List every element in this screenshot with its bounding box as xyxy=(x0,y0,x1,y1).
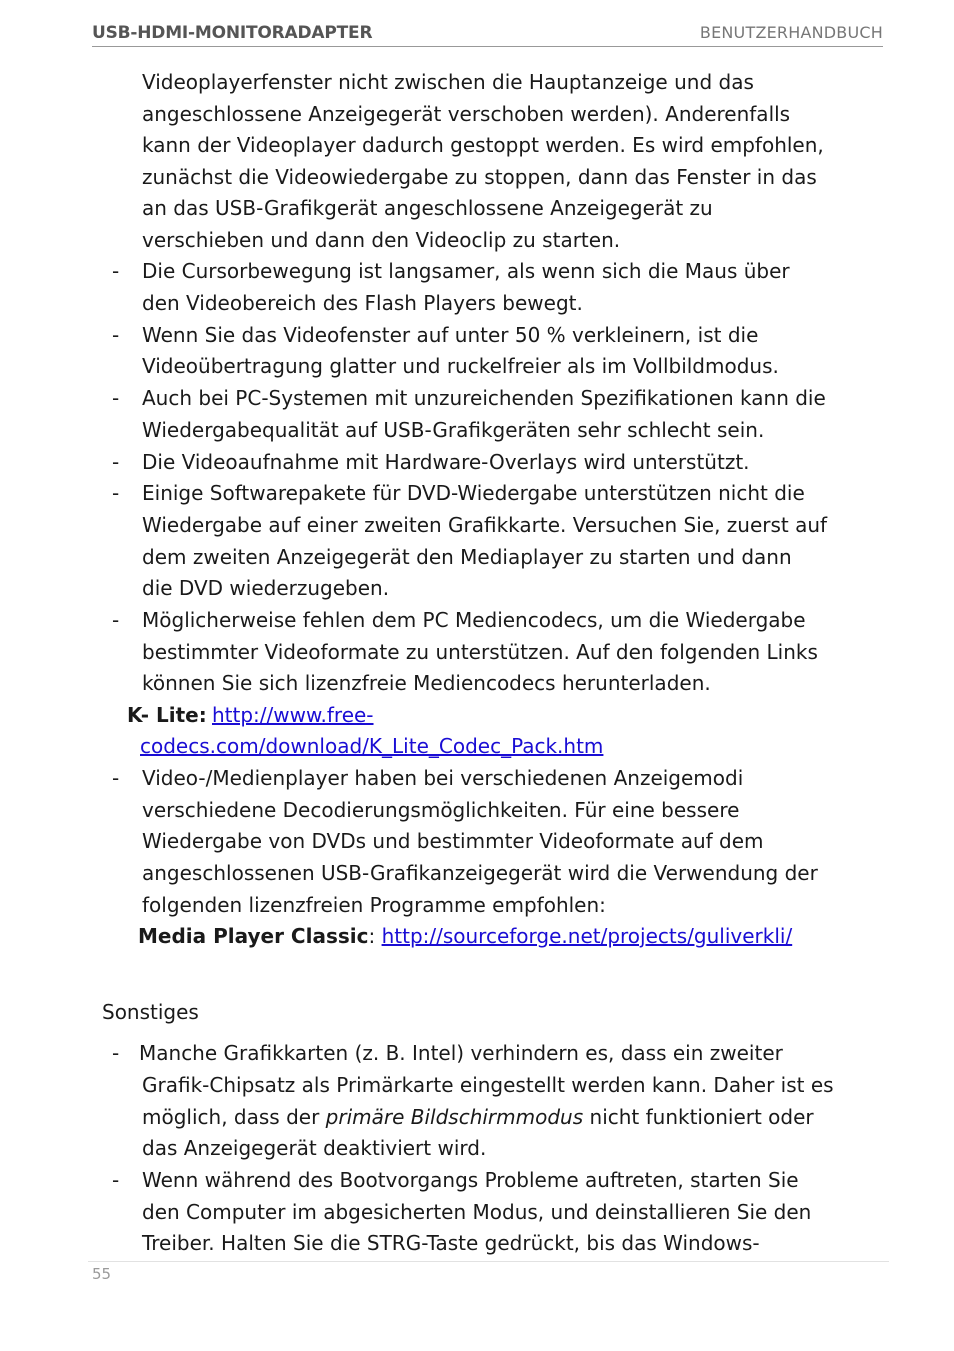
list-item-overlays-line-1: Die Videoaufnahme mit Hardware-Overlays wird unterstützt. xyxy=(142,450,750,474)
bullet-dash: - xyxy=(112,481,120,505)
primary-display-mode-term: primäre Bildschirmmodus xyxy=(325,1105,584,1129)
bullet-dash: - xyxy=(112,1041,120,1065)
list-item-players-line-2: verschiedene Decodierungsmöglichkeiten. Für eine bessere xyxy=(142,798,740,822)
mpc-label: Media Player Classic xyxy=(138,924,369,948)
klite-download-link-continued[interactable]: codecs.com/download/K_Lite_Codec_Pack.htm xyxy=(140,734,604,758)
bullet-dash: - xyxy=(112,1168,120,1192)
continuation-line-1: Videoplayerfenster nicht zwischen die Hauptanzeige und das xyxy=(142,70,754,94)
mpc-separator: : xyxy=(368,924,376,948)
klite-label: K- Lite: xyxy=(127,703,207,727)
list-item-pc-specs-line-2: Wiedergabequalität auf USB-Grafikgeräten sehr schlecht sein. xyxy=(142,418,765,442)
list-item-boot-line-2: den Computer im abgesicherten Modus, und deinstallieren Sie den xyxy=(142,1200,812,1224)
header-document-type: BENUTZERHANDBUCH xyxy=(699,23,883,42)
list-item-dvd-line-3: dem zweiten Anzeigegerät den Mediaplayer zu starten und dann xyxy=(142,545,792,569)
running-header xyxy=(92,22,883,47)
line-text: nicht funktioniert oder xyxy=(583,1105,814,1129)
bullet-dash: - xyxy=(112,386,120,410)
klite-download-link[interactable]: http://www.free- xyxy=(212,703,374,727)
list-item-players-line-3: Wiedergabe von DVDs und bestimmter Videoformate auf dem xyxy=(142,829,764,853)
section-heading-sonstiges: Sonstiges xyxy=(102,1000,199,1024)
list-item-players-line-4: angeschlossenen USB-Grafikanzeigegerät wird die Verwendung der xyxy=(142,861,818,885)
continuation-line-2: angeschlossene Anzeigegerät verschoben werden). Anderenfalls xyxy=(142,102,791,126)
page-number: 55 xyxy=(92,1265,112,1283)
list-item-cursor-line-1: Die Cursorbewegung ist langsamer, als wenn sich die Maus über xyxy=(142,259,790,283)
continuation-line-5: an das USB-Grafikgerät angeschlossene Anzeigegerät zu xyxy=(142,196,713,220)
bullet-dash: - xyxy=(112,450,120,474)
header-product-title: USB-HDMI-MONITORADAPTER xyxy=(92,23,373,43)
mpc-reference xyxy=(138,921,792,953)
list-item-graphics-cards-line-1: Manche Grafikkarten (z. B. Intel) verhindern es, dass ein zweiter xyxy=(139,1041,783,1065)
continuation-line-3: kann der Videoplayer dadurch gestoppt werden. Es wird empfohlen, xyxy=(142,133,824,157)
list-item-dvd-line-2: Wiedergabe auf einer zweiten Grafikkarte. Versuchen Sie, zuerst auf xyxy=(142,513,828,537)
list-item-dvd-line-1: Einige Softwarepakete für DVD-Wiedergabe unterstützen nicht die xyxy=(142,481,805,505)
bullet-dash: - xyxy=(112,323,120,347)
bullet-dash: - xyxy=(112,259,120,283)
list-item-graphics-cards-line-3 xyxy=(142,1102,814,1134)
list-item-players-line-5: folgenden lizenzfreien Programme empfohlen: xyxy=(142,893,606,917)
list-item-pc-specs-line-1: Auch bei PC-Systemen mit unzureichenden Spezifikationen kann die xyxy=(142,386,826,410)
list-item-codecs-line-1: Möglicherweise fehlen dem PC Mediencodecs, um die Wiedergabe xyxy=(142,608,806,632)
list-item-cursor-line-2: den Videobereich des Flash Players bewegt. xyxy=(142,291,583,315)
list-item-codecs-line-3: können Sie sich lizenzfreie Mediencodecs herunterladen. xyxy=(142,671,711,695)
bullet-dash: - xyxy=(112,766,120,790)
list-item-window-size-line-2: Videoübertragung glatter und ruckelfreier als im Vollbildmodus. xyxy=(142,354,779,378)
list-item-players-line-1: Video-/Medienplayer haben bei verschiedenen Anzeigemodi xyxy=(142,766,744,790)
continuation-line-4: zunächst die Videowiedergabe zu stoppen, dann das Fenster in das xyxy=(142,165,817,189)
list-item-dvd-line-4: die DVD wiederzugeben. xyxy=(142,576,390,600)
list-item-window-size-line-1: Wenn Sie das Videofenster auf unter 50 % verkleinern, ist die xyxy=(142,323,759,347)
list-item-graphics-cards-line-2: Grafik-Chipsatz als Primärkarte eingestellt werden kann. Daher ist es xyxy=(142,1073,834,1097)
list-item-codecs-line-2: bestimmter Videoformate zu unterstützen. Auf den folgenden Links xyxy=(142,640,818,664)
footer-divider xyxy=(88,1261,889,1262)
line-text: möglich, dass der xyxy=(142,1105,326,1129)
list-item-boot-line-3: Treiber. Halten Sie die STRG-Taste gedrückt, bis das Windows- xyxy=(142,1231,760,1255)
list-item-boot-line-1: Wenn während des Bootvorgangs Probleme auftreten, starten Sie xyxy=(142,1168,799,1192)
bullet-dash: - xyxy=(112,608,120,632)
list-item-graphics-cards-line-4: das Anzeigegerät deaktiviert wird. xyxy=(142,1136,487,1160)
mpc-download-link[interactable]: http://sourceforge.net/projects/guliverkli/ xyxy=(381,924,793,948)
continuation-line-6: verschieben und dann den Videoclip zu starten. xyxy=(142,228,621,252)
